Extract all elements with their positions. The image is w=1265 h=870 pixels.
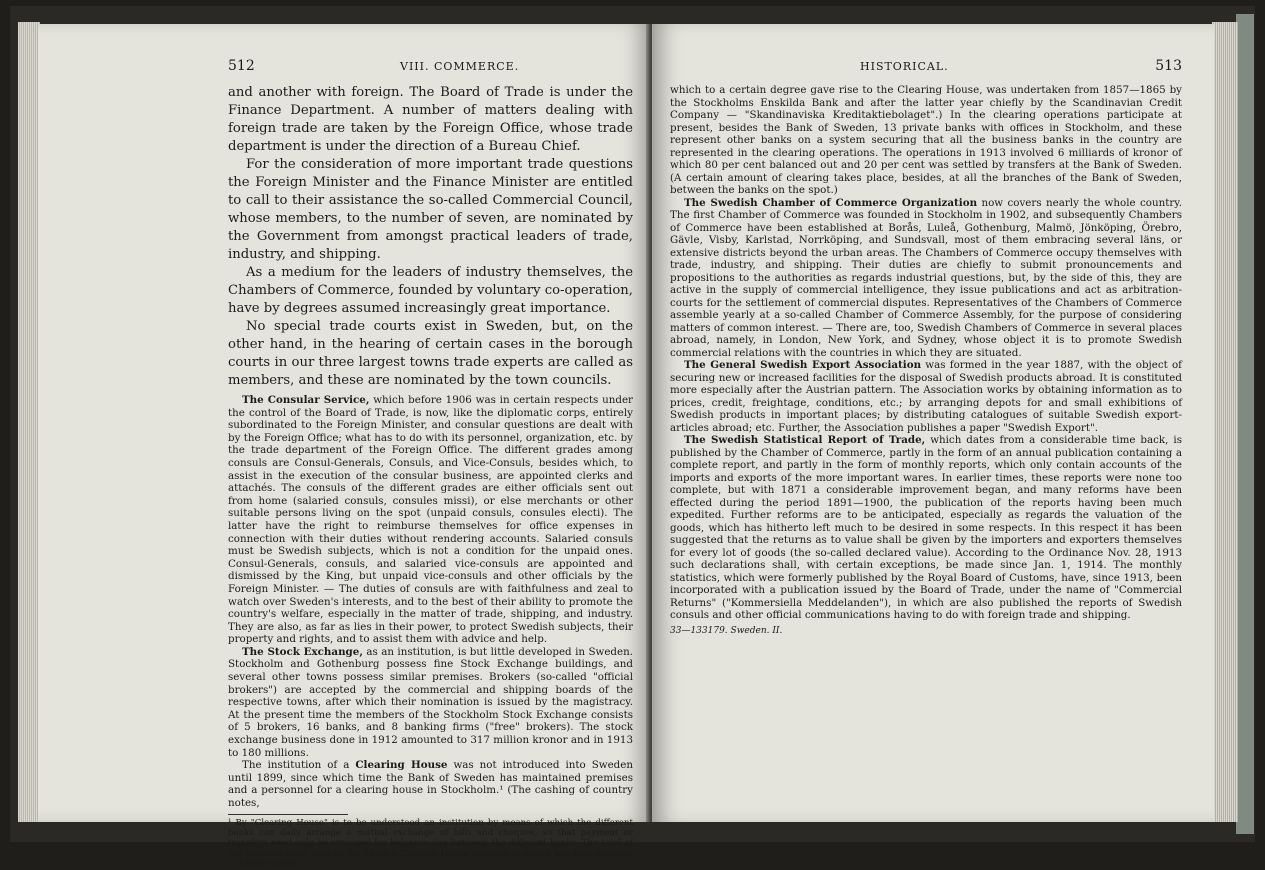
- left-page: [38, 24, 650, 870]
- paragraph: For the consideration of more important trade questions the Foreign Minister and the Finance Minister are entitled to call to their assistance the so-called Commercial Council, whose members, to the number of seven, are nominated by the Government from amongst practical leaders of trade, industry, and shipping.: [228, 157, 633, 262]
- section-heading: The Swedish Statistical Report of Trade,: [684, 434, 926, 446]
- paragraph: As a medium for the leaders of industry themselves, the Chambers of Commerce, founded by voluntary co-operation, have by degrees assumed increasingly great importance.: [228, 265, 633, 316]
- section-heading: The Consular Service,: [242, 394, 370, 406]
- section-heading: The Stock Exchange,: [242, 645, 363, 658]
- section-heading: The Swedish Chamber of Commerce Organization: [684, 196, 978, 209]
- page-edges-left: [18, 22, 40, 822]
- left-page-body: [228, 84, 633, 870]
- paragraph-stock-exchange: The Stock Exchange, as an institution, is but little developed in Sweden. Stockholm and Gothenburg possess fine Stock Exchange buildings, and several other towns possess similar premises. Brokers (so-called "official brokers") are accepted by the commercial and shipping boards of the respective towns, after which their nomination is issued by the magistracy. At the present time the members of the Stockholm Stock Exchange consists of 5 brokers, 16 banks, and 8 banking firms ("free" brokers). The stock exchange business done in 1912 amounted to 317 million kronor and in 1913 to 180 millions.: [228, 645, 634, 759]
- book-cover-edge: [1236, 14, 1254, 834]
- printer-signature: 33—133179. Sweden. II.: [670, 625, 783, 636]
- paragraph-statistical: The Swedish Statistical Report of Trade, which dates from a considerable time back, is published by the Chamber of Commerce, partly in the form of an annual publication containing a complete report, and partly in the form of monthly reports, which only contain accounts of the imports and exports of the more important wares. In earlier times, these reports were none too complete, but with 1871 a considerable improvement began, and many reforms have been effected during the period 1891—1900, the publication of the reports having been much expedited. Further reforms are to be anticipated, especially as regards the valuation of the goods, which has hitherto left much to be desired in some respects. In this respect it has been suggested that the returns as to value shall be given by the importers and exporters themselves for every lot of goods (the so-called declared value). According to the Ordinance Nov. 28, 1913 such declarations shall, with certain exceptions, be made since Jan. 1, 1914. The monthly statistics, which were formerly published by the Royal Board of Customs, have, since 1913, been incorporated with a publication issued by the Board of Trade, under the name of "Commercial Returns" ("Kommersiella Meddelanden"), in which are also published the reports of Swedish consuls and other official communications having to do with foreign trade and shipping.: [670, 434, 1182, 621]
- section-heading: Clearing House: [355, 759, 448, 772]
- paragraph-export: The General Swedish Export Association was formed in the year 1887, with the object of securing new or increased facilities for the disposal of Swedish products abroad. It is constituted more especially after the Austrian pattern. The Association works by obtaining information as to prices, credit, freightage, conditions, etc.; by arranging depots for and small exhibitions of Swedish products in important places; by distributing catalogues of suitable Swedish export-articles abroad; etc. Further, the Association publishes a paper "Swedish Export".: [670, 359, 1182, 434]
- left-running-title: VIII. COMMERCE.: [400, 60, 520, 73]
- right-page-number: 513: [1155, 58, 1182, 74]
- right-running-title: HISTORICAL.: [860, 60, 949, 73]
- footnote: ¹ By "Clearing House" is to be understood an institution by means of which the different banks can daily arrange a mutual exchange of bills and cheques, so that payment or transfers need only be arranged for balances due between the different banks. The total of the business dealt with by the London Clearing House amounts to over a hundred milliards of kronor a year.: [228, 817, 633, 870]
- paragraph: and another with foreign. The Board of Trade is under the Finance Department. A number of matters dealing with foreign trade are taken by the Foreign Office, whose trade department is under the direction of a Bureau Chief.: [228, 85, 633, 154]
- paragraph: No special trade courts exist in Sweden, but, on the other hand, in the hearing of certain cases in the borough courts in our three largest towns trade experts are called as members, and these are nominated by the town councils.: [228, 319, 633, 388]
- left-page-number: 512: [228, 58, 255, 74]
- paragraph-chamber: The Swedish Chamber of Commerce Organization now covers nearly the whole country. The first Chamber of Commerce was founded in Stockholm in 1902, and subsequently Chambers of Commerce have been established at Borås, Luleå, Gothenburg, Malmö, Jönköping, Örebro, Gävle, Visby, Karlstad, Norrköping, and Sundsvall, most of them embracing several läns, or extensive districts beyond the urban areas. The Chambers of Commerce occupy themselves with trade, industry, and shipping. Their duties are chiefly to submit pronouncements and propositions to the authorities as regards industrial questions, but, by the side of this, they are active in the supply of commercial intelligence, they issue publications and act as arbitration-courts for the settlement of commercial disputes. Representatives of the Chambers of Commerce assemble yearly at a so-called Chamber of Commerce Assembly, for the purpose of considering matters of common interest. — There are, too, Swedish Chambers of Commerce in several places abroad, namely, in London, New York, and Sydney, whose object it is to promote Swedish commercial relations with the countries in which they are situated.: [670, 196, 1182, 359]
- right-page: [652, 24, 1214, 822]
- page-edges-right: [1212, 22, 1238, 822]
- right-page-body: [670, 84, 1182, 636]
- paragraph: which to a certain degree gave rise to the Clearing House, was undertaken from 1857—1865 by the Stockholms Enskilda Bank and after the latter year chiefly by the Scandinavian Credit Company — "Skandinaviska Kreditaktiebolaget".) In the clearing operations participate at present, besides the Bank of Sweden, 13 private banks with offices in Stockholm, and these represent other banks on a system securing that all the business banks in the country are represented in the clearing operations. The operations in 1913 involved 6 milliards of kronor of which 80 per cent balanced out and 20 per cent was settled by transfers at the Bank of Sweden. (A certain amount of clearing takes place, besides, at all the branches of the Bank of Sweden, between the banks on the spot.): [670, 84, 1182, 196]
- paragraph-consular: The Consular Service, which before 1906 was in certain respects under the control of the Board of Trade, is now, like the diplomatic corps, entirely subordinated to the Foreign Minister, and consular questions are dealt with by the Foreign Office; what has to do with its personnel, organization, etc. by the trade department of the Foreign Office. The different grades among consuls are Consul-Generals, Consuls, and Vice-Consuls, besides which, to assist in the execution of the consular business, are appointed clerks and attachés. The consuls of the different grades are either officials sent out from home (salaried consuls, consules missi), or else merchants or other suitable persons living on the spot (unpaid consuls, consules electi). The latter have the right to reimburse themselves for office expenses in connection with their duties without rendering accounts. Salaried consuls must be Swedish subjects, which is not a condition for the unpaid ones. Consul-Generals, consuls, and salaried vice-consuls are appointed and dismissed by the King, but unpaid vice-consuls and other officials by the Foreign Minister. — The duties of consuls are with faithfulness and zeal to watch over Sweden's interests, and to the best of their ability to promote the country's welfare, especially in the matter of trade, shipping, and industry. They are also, as far as lies in their power, to protect Swedish subjects, their property and rights, and to assist them with advice and help.: [228, 394, 633, 646]
- paragraph-clearing: The institution of a Clearing House was not introduced into Sweden until 1899, since which time the Bank of Sweden has maintained premises and a personnel for a clearing house in Stockholm.¹ (The cashing of country notes,: [228, 759, 633, 809]
- footnote-rule: [228, 814, 348, 815]
- section-heading: The General Swedish Export Association: [684, 359, 922, 371]
- left-running-head: [228, 58, 633, 74]
